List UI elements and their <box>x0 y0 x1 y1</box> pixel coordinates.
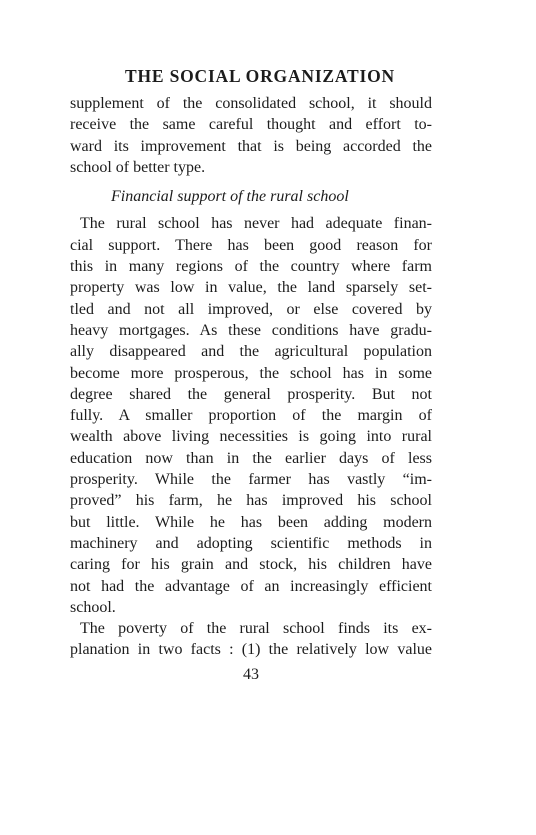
text-line: The poverty of the rural school finds its ex- <box>80 620 432 638</box>
text-line: become more prosperous, the school has in some <box>70 364 432 382</box>
text-line: caring for his grain and stock, his children have <box>70 556 432 574</box>
text-line: education now than in the earlier days of less <box>70 449 432 467</box>
text-line: degree shared the general prosperity. But not <box>70 385 432 403</box>
text-line: ally disappeared and the agricultural population <box>70 343 432 361</box>
paragraph-continuation <box>70 93 432 178</box>
text-line: cial support. There has been good reason for <box>70 236 432 254</box>
text-line: ward its improvement that is being accorded the <box>70 137 432 155</box>
text-line: proved” his farm, he has improved his school <box>70 492 432 510</box>
text-line: The rural school has never had adequate finan- <box>80 215 432 233</box>
paragraph-poverty <box>70 618 432 661</box>
text-line: fully. A smaller proportion of the margin of <box>70 407 432 425</box>
text-line: supplement of the consolidated school, it should <box>70 95 432 112</box>
text-line: machinery and adopting scientific methods in <box>70 534 432 552</box>
text-line: wealth above living necessities is going into rural <box>70 428 432 446</box>
body-text <box>70 93 432 661</box>
text-line: this in many regions of the country where farm <box>70 258 432 276</box>
text-line: school of better type. <box>70 158 206 176</box>
text-line: prosperity. While the farmer has vastly “im- <box>70 471 432 489</box>
text-line: tled and not all improved, or else covered by <box>70 300 432 318</box>
section-heading: Financial support of the rural school <box>111 188 349 206</box>
text-line: heavy mortgages. As these conditions have gradu- <box>70 321 432 339</box>
text-line: but little. While he has been adding modern <box>70 513 432 531</box>
text-line: not had the advantage of an increasingly efficient <box>70 577 432 595</box>
running-header: THE SOCIAL ORGANIZATION <box>125 66 395 86</box>
paragraph-financial-support <box>70 213 432 618</box>
text-line: property was low in value, the land sparsely set- <box>70 279 432 297</box>
text-line: receive the same careful thought and effort to- <box>70 116 432 134</box>
text-line: school. <box>70 598 116 616</box>
text-line: planation in two facts : (1) the relatively low value <box>70 641 432 659</box>
page-number: 43 <box>243 666 259 683</box>
